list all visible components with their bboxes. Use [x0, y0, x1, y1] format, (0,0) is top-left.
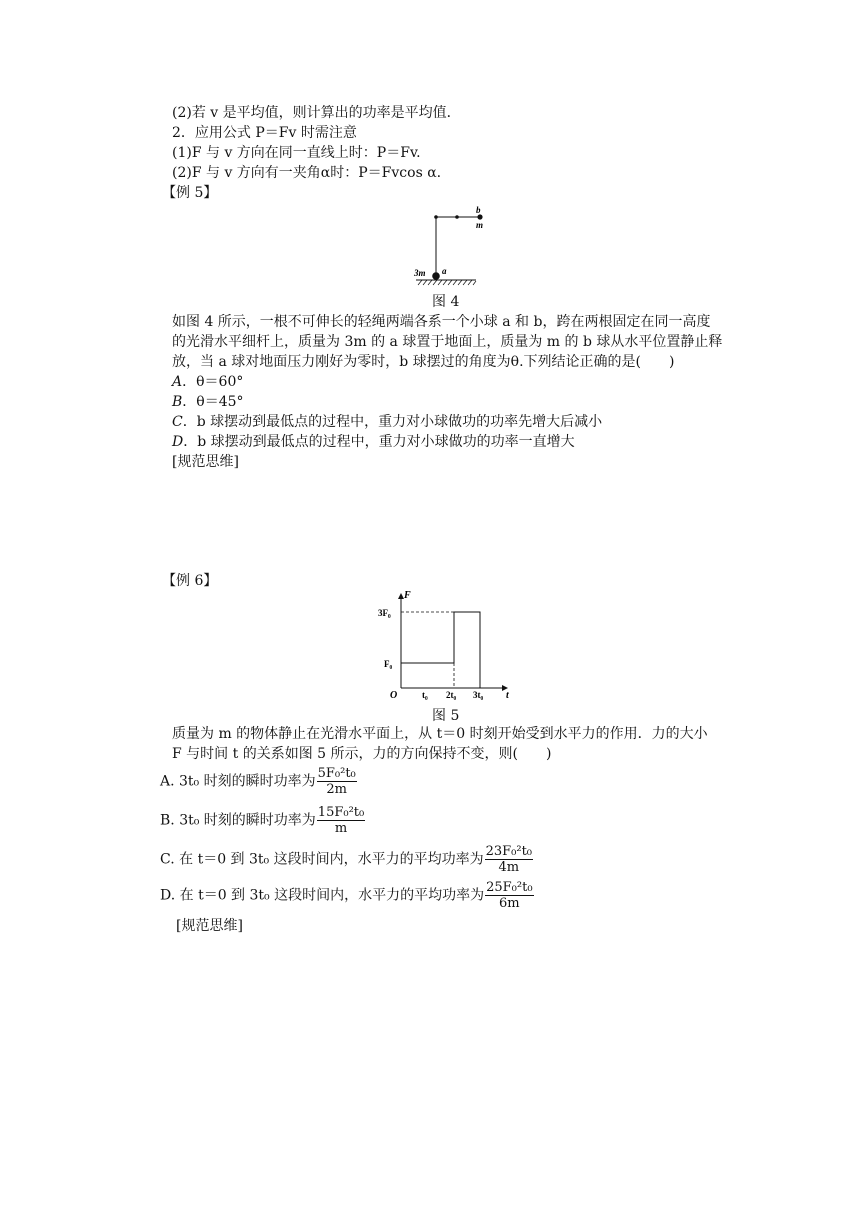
- fraction: [485, 844, 533, 875]
- fraction-denominator: 4m: [498, 860, 520, 875]
- fraction-numerator: 25F₀²t₀: [486, 880, 533, 895]
- fraction-denominator: m: [334, 821, 348, 836]
- option-text: ．b 球摆动到最低点的过程中，重力对小球做功的功率先增大后减小: [182, 414, 603, 430]
- option-letter: C: [172, 414, 183, 430]
- ball-a: [432, 272, 440, 280]
- fraction-denominator: 2m: [326, 782, 347, 797]
- option-text: A. 3t₀ 时刻的瞬时功率为: [160, 773, 316, 790]
- intro-line-2: 2．应用公式 P＝Fv 时需注意: [172, 125, 357, 141]
- label-b: b: [476, 205, 481, 215]
- fraction: [485, 880, 533, 911]
- option-text: D. 在 t＝0 到 3t₀ 这段时间内，水平力的平均功率为: [160, 887, 485, 904]
- force-series-line: [401, 612, 480, 688]
- example5-stem-line-2: 的光滑水平细杆上，质量为 3m 的 a 球置于地面上，质量为 m 的 b 球从水平位置静止释: [172, 334, 723, 350]
- tick-label-2t0: 2t₀: [446, 690, 457, 700]
- ground-hatch: [418, 280, 476, 285]
- figure-4-caption: 图 4: [432, 294, 460, 310]
- tick-label-t0: t₀: [422, 690, 428, 700]
- option-letter: D: [172, 434, 184, 450]
- rod-left: [434, 215, 438, 219]
- figure-5-caption: 图 5: [432, 708, 460, 724]
- rod-right: [455, 215, 459, 219]
- option-text: B. 3t₀ 时刻的瞬时功率为: [160, 812, 316, 829]
- label-m: m: [476, 220, 484, 230]
- example5-thinking: [规范思维]: [172, 454, 239, 470]
- example5-heading: 【例 5】: [162, 185, 218, 201]
- option-letter: A: [172, 374, 183, 390]
- figure-5-chart: [370, 588, 520, 706]
- option-letter: B: [172, 394, 183, 410]
- intro-line-3: (1)F 与 v 方向在同一直线上时：P＝Fv.: [172, 145, 421, 161]
- intro-line-1: (2)若 v 是平均值，则计算出的功率是平均值．: [172, 105, 461, 121]
- example5-option-d: [172, 433, 575, 452]
- ball-b: [477, 214, 482, 219]
- tick-label-f0: F₀: [384, 659, 393, 669]
- example5-option-b: [172, 393, 244, 412]
- example6-stem-line-2: F 与时间 t 的关系如图 5 所示，力的方向保持不变，则( ): [172, 746, 552, 762]
- y-axis-label: F: [404, 590, 411, 601]
- option-text: ．b 球摆动到最低点的过程中，重力对小球做功的功率一直增大: [183, 434, 575, 450]
- example6-option-b: [160, 805, 365, 836]
- example6-heading: 【例 6】: [162, 573, 218, 589]
- example5-option-a: [172, 373, 243, 392]
- fraction-denominator: 6m: [499, 896, 520, 911]
- option-text: ．θ＝60°: [182, 374, 244, 390]
- fraction: [317, 805, 365, 836]
- example6-option-a: [160, 766, 357, 797]
- origin-label: O: [390, 690, 398, 701]
- fraction-numerator: 15F₀²t₀: [317, 805, 365, 820]
- fraction-numerator: 23F₀²t₀: [485, 844, 533, 859]
- label-3m: 3m: [414, 268, 426, 278]
- example6-option-d: [160, 880, 534, 911]
- tick-label-3t0: 3t₀: [473, 690, 484, 700]
- option-text: C. 在 t＝0 到 3t₀ 这段时间内，水平力的平均功率为: [160, 851, 484, 868]
- example6-thinking: [规范思维]: [176, 918, 243, 934]
- example6-stem-line-1: 质量为 m 的物体静止在光滑水平面上，从 t＝0 时刻开始受到水平力的作用．力的大小: [172, 726, 708, 742]
- example6-option-c: [160, 844, 533, 875]
- example5-stem-line-3: 放，当 a 球对地面压力刚好为零时，b 球摆过的角度为θ.下列结论正确的是( ): [172, 354, 675, 370]
- label-a: a: [442, 266, 447, 276]
- option-text: ．θ＝45°: [182, 394, 244, 410]
- fraction: [317, 766, 357, 797]
- intro-line-4: (2)F 与 v 方向有一夹角α时：P＝Fvcos α.: [172, 165, 442, 181]
- x-axis-label: t: [506, 690, 509, 701]
- tick-label-3f0: 3F₀: [378, 608, 391, 618]
- fraction-numerator: 5F₀²t₀: [317, 766, 356, 781]
- example5-stem-line-1: 如图 4 所示，一根不可伸长的轻绳两端各系一个小球 a 和 b，跨在两根固定在同一高度: [172, 314, 711, 330]
- example5-option-c: [172, 413, 602, 432]
- figure-4-diagram: [410, 204, 510, 294]
